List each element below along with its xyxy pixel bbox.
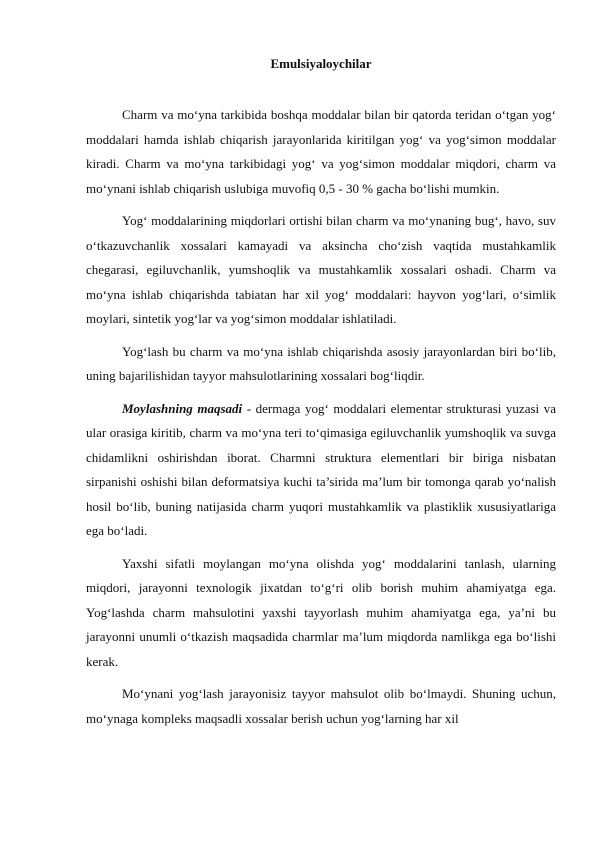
- document-title: Emulsiyaloychilar: [270, 56, 372, 71]
- paragraph-leather-fat-content: Charm va mo‘yna tarkibida boshqa moddalar bilan bir qatorda teridan o‘tgan yog‘ moddalari hamda ishlab chiqarish jarayonlarida kiritilgan yog‘ va yog‘simon moddalar kiradi. Charm va mo‘yna tarkibidagi yog‘ va yog‘simon moddalar miqdori, charm va mo‘ynani ishlab chiqarish uslubiga muvofiq 0,5 - 30 % gacha bo‘lishi mumkin.: [86, 107, 556, 196]
- paragraph-fur-oiling: Mo‘ynani yog‘lash jarayonisiz tayyor mahsulot olib bo‘lmaydi. Shuning uchun, mo‘ynaga kompleks maqsadli xossalar berish uchun yog‘larning har xil: [86, 686, 556, 726]
- paragraph-oiling-purpose: [86, 397, 556, 544]
- paragraph-oiling-process: Yog‘lash bu charm va mo‘yna ishlab chiqarishda asosiy jarayonlardan biri bo‘lib, uning bajarilishidan tayyor mahsulotlarining xossalari bog‘liqdir.: [86, 343, 556, 383]
- purpose-text: - dermaga yog‘ moddalari elementar strukturasi yuzasi va ular orasiga kiritib, charm va mo‘yna teri to‘qimasiga egiluvchanlik yumshoqlik va suvga chidamlikni oshirishdan iborat. Charmni struktura elementlari bir biriga nisbatan sirpanishi oshishi bilan deformatsiya kuchi ta’sirida ma’lum bir tomonga qarab yo‘nalish hosil bo‘lib, buning natijasida charm yuqori mustahkamlik va plastiklik xususiyatlariga ega bo‘ladi.: [86, 400, 556, 538]
- document-page: [86, 56, 556, 739]
- paragraph-fat-properties: Yog‘ moddalarining miqdorlari ortishi bilan charm va mo‘ynaning bug‘, havo, suv o‘tkazuvchanlik xossalari kamayadi va aksincha cho‘zish vaqtida mustahkamlik chegarasi, egiluvchanlik, yumshoqlik va mustahkamlik xossalari oshadi. Charm va mo‘yna ishlab chiqarishda tabiatan har xil yog‘ moddalari: hayvon yog‘lari, o‘simlik moylari, sintetik yog‘lar va yog‘simon moddalar ishlatiladi.: [86, 213, 556, 326]
- paragraph-quality-oiling: Yaxshi sifatli moylangan mo‘yna olishda yog‘ moddalarini tanlash, ularning miqdori, jarayonni texnologik jixatdan to‘g‘ri olib borish muhim ahamiyatga ega. Yog‘lashda charm mahsulotini yaxshi tayyorlash muhim ahamiyatga ega, ya’ni bu jarayonni unumli o‘tkazish maqsadida charmlar ma’lum miqdorda namlikga ega bo‘lishi kerak.: [86, 555, 556, 669]
- purpose-lead-term: Moylashning maqsadi: [122, 400, 243, 416]
